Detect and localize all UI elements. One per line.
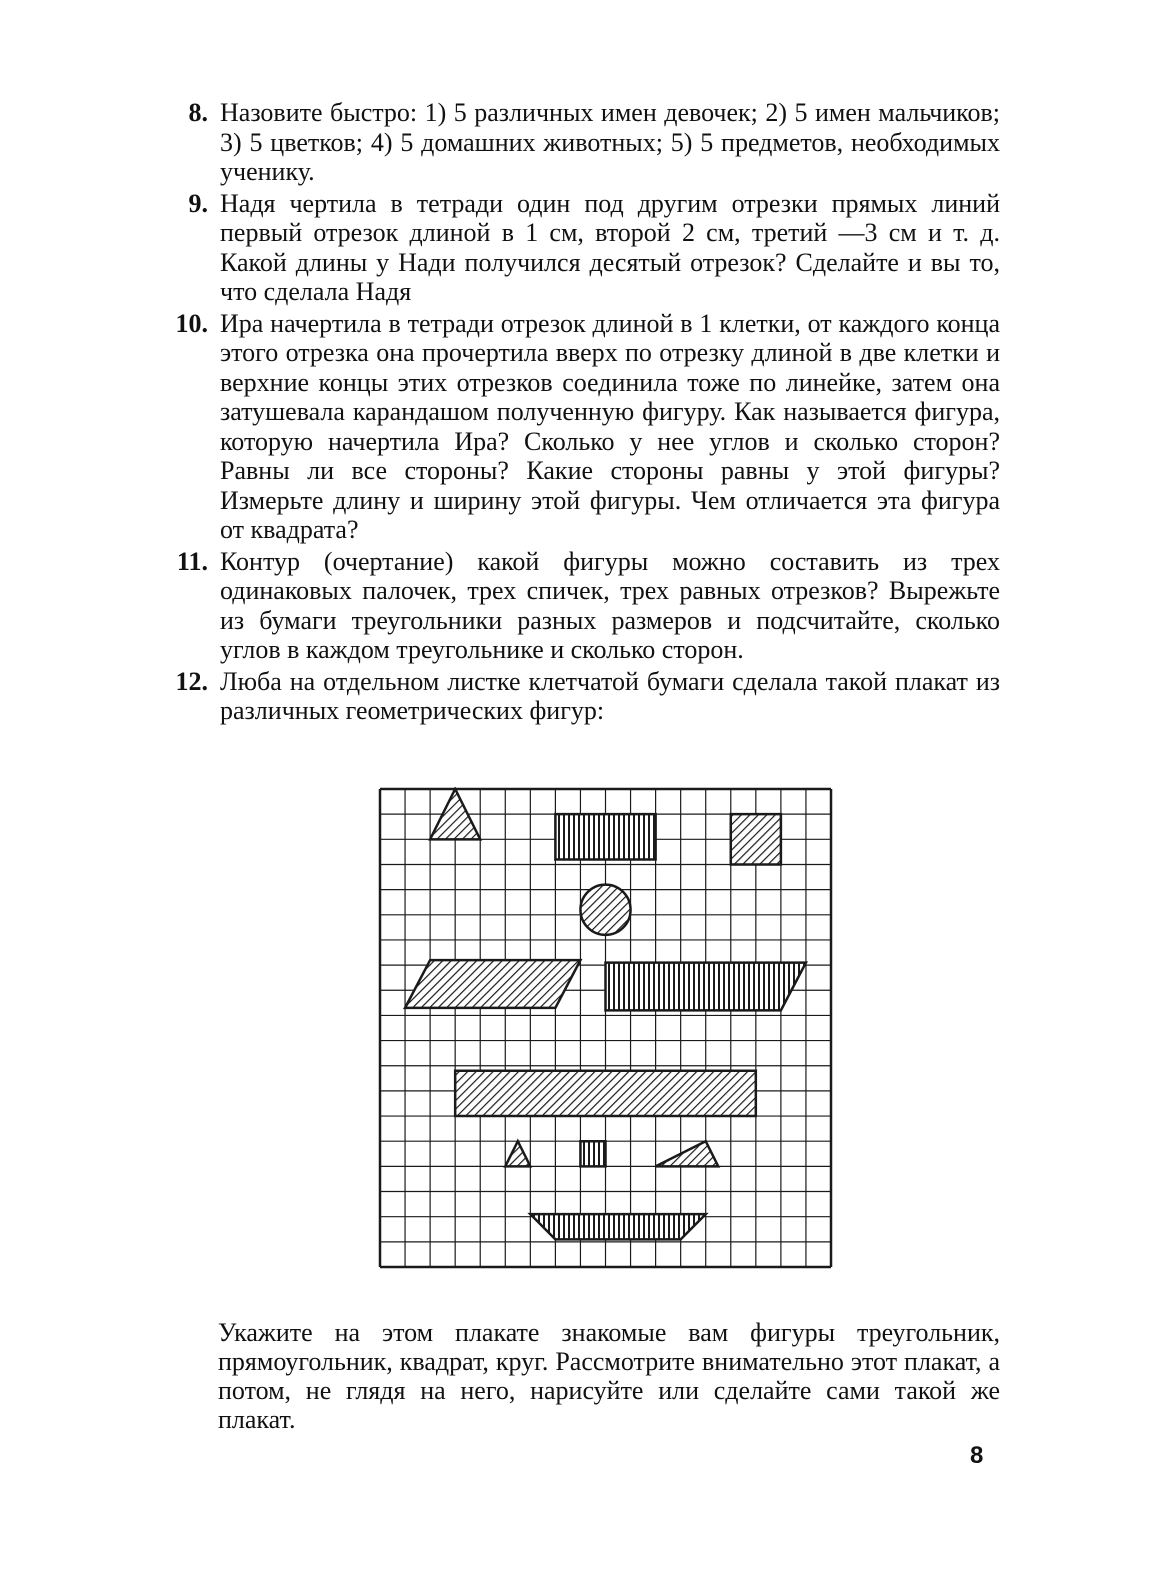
parallelogram-left [405,960,580,1008]
right-triangle [656,1141,719,1166]
problem-number: 8. [188,98,208,127]
problem-8 [160,98,1000,187]
rectangle-top-center [555,814,655,859]
problem-text: Контур (очертание) какой фигуры можно составить из трех одинаковых палочек, трех спичек, трех равных отрезков? Вырежьте из бумаги треугольники разных размеров и подсчитайте, сколько углов в каждом треугольнике и сколько сторон. [220,546,1000,664]
page-number: 8 [970,1442,984,1469]
poster-svg [378,787,833,1269]
problem-text: Ира начертила в тетради отрезок длиной в 1 клетки, от каждого конца этого отрезка она прочертила вверх по отрезку длиной в две клетки и верхние концы этих отрезков соединила тоже по линейке, затем она затушевала карандашом полученную фигуру. Как называется фигура, которую начертила Ира? Сколько у нее углов и сколько сторон? Равны ли все стороны? Какие стороны равны у этой фигуры? Измерьте длину и ширину этой фигуры. Чем отличается эта фигура от квадрата? [220,308,1000,544]
problem-12 [160,667,1000,726]
small-triangle [505,1141,530,1166]
problem-9 [160,189,1000,307]
problem-text: Люба на отдельном листке клетчатой бумаги сделала такой плакат из различных геометрических фигур: [220,666,1000,725]
problem-11 [160,547,1000,665]
problem-number: 11. [176,546,208,576]
circle-center [580,885,630,935]
problem-number: 10. [175,308,208,338]
problem-number: 12. [175,666,208,696]
problem-text: Назовите быстро: 1) 5 различных имен девочек; 2) 5 имен мальчиков; 3) 5 цветков; 4) 5 домашних животных; 5) 5 предметов, необходимых ученику. [220,98,1000,186]
problem-10 [160,309,1000,545]
geometric-poster-figure [378,787,833,1269]
bottom-trapezoid [530,1214,705,1239]
problem-text: Надя чертила в тетради один под другим отрезки прямых линий первый отрезок длиной в 1 см, второй 2 см, третий —3 см и т. д. Какой длины у Нади получился десятый отрезок? Сделайте и вы то, что сделала Надя [220,188,1000,306]
problem-number: 9. [188,188,208,218]
trapezoid-right [606,963,806,1011]
small-rectangle [580,1141,605,1166]
long-rectangle [455,1071,756,1116]
square-top-right [731,814,781,864]
problem-list [160,98,1000,728]
caption-text: Укажите на этом плакате знакомые вам фигуры треугольник, прямоугольник, квадрат, круг. Рассмотрите внимательно этот плакат, а потом, не глядя на него, нарисуйте или сделайте сами такой же плакат. [218,1318,1000,1434]
